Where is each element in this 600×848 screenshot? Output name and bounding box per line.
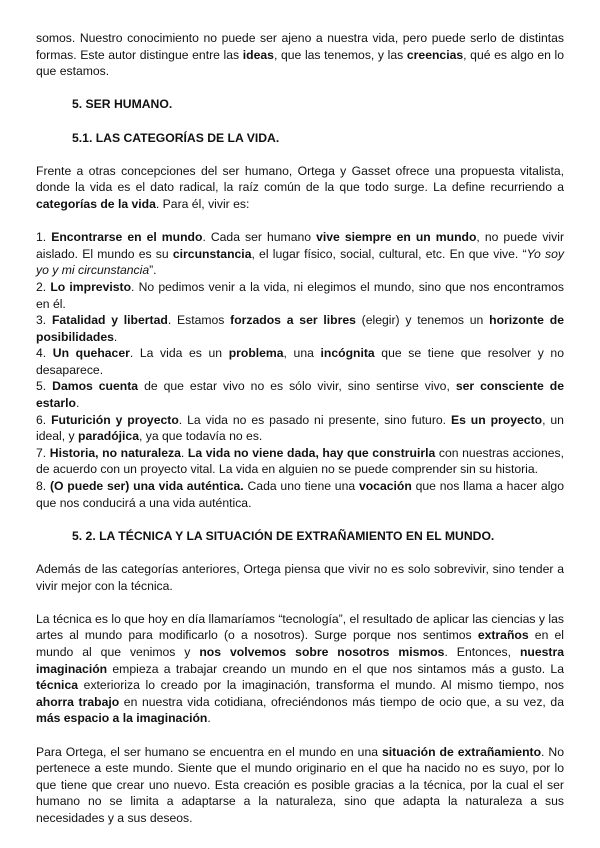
text: con nuestras acciones, de acuerdo con un proyecto vital. La vida en alguien no se puede comprender sin su historia. <box>36 445 564 477</box>
heading-5-2: 5. 2. LA TÉCNICA Y LA SITUACIÓN DE EXTRAÑAMIENTO EN EL MUNDO. <box>72 528 495 543</box>
bold: (O puede ser) una vida auténtica. <box>49 479 244 494</box>
bold: incógnita <box>320 346 375 361</box>
text: , ya que todavía no es. <box>138 429 263 444</box>
item-number: 5. <box>36 379 53 394</box>
bold-creencias: creencias <box>406 47 464 62</box>
bold: Futurición y proyecto <box>51 412 179 427</box>
italic-quote: Yo soy yo y mi circunstancia <box>36 246 564 278</box>
categories-list <box>36 229 564 511</box>
list-item <box>36 378 564 411</box>
text: (elegir) y tenemos un <box>355 313 490 328</box>
text: Frente a otras concepciones del ser humano, Ortega y Gasset ofrece una propuesta vitalista, donde la vida es el dato radical, la raíz común de la que todo surge. La define recurriendo a <box>36 163 564 195</box>
text: . Para él, vivir es: <box>155 196 250 211</box>
text: somos. Nuestro conocimiento no puede ser ajeno a nuestra vida, pero puede serlo de distintas formas. Este autor distingue entre las <box>36 31 564 62</box>
text: . <box>207 711 211 726</box>
item-number: 1. <box>36 230 52 245</box>
list-item <box>36 478 564 511</box>
bold: Encontrarse en el mundo <box>51 230 203 245</box>
text: . Entonces, <box>444 644 520 659</box>
text: , que las tenemos, y las <box>273 47 407 62</box>
text: , un ideal, y <box>36 412 564 444</box>
text: en nuestra vida cotidiana, ofreciéndonos más tiempo de ocio que, a su vez, da <box>119 694 564 709</box>
paragraph-vitalismo <box>36 163 564 213</box>
bold: ahorra trabajo <box>36 694 120 709</box>
text: , una <box>283 346 321 361</box>
bold: Fatalidad y libertad <box>51 313 168 328</box>
text: Para Ortega, el ser humano se encuentra en el mundo en una <box>36 744 383 759</box>
list-item <box>36 412 564 445</box>
text: Cada uno tiene una <box>243 479 359 494</box>
bold: Historia, no naturaleza <box>49 445 181 460</box>
text: . No pertenece a este mundo. Siente que el mundo originario en el que ha nacido no es suyo, por lo que tiene que crear uno nuevo. Esta creación es posible gracias a la técnica, por la cual el ser humano no se limita a adaptarse a la naturaleza, sino que adapta la naturaleza a sus necesidades y a sus deseos. <box>36 744 564 825</box>
bold: problema <box>228 346 284 361</box>
text: . Cada ser humano <box>202 230 317 245</box>
bold: extraños <box>477 628 529 643</box>
item-number: 2. <box>36 279 51 294</box>
item-number: 6. <box>36 412 52 427</box>
text: La técnica es lo que hoy en día llamaríamos “tecnología”, el resultado de aplicar las ciencias y las artes al mundo para modificarlo (o a nosotros). Surge porque nos sentimos <box>36 611 564 643</box>
text: de que estar vivo no es sólo vivir, sino sentirse vivo, <box>138 379 456 394</box>
item-number: 8. <box>36 479 50 494</box>
list-item <box>36 345 564 378</box>
item-number: 7. <box>36 445 50 460</box>
bold: categorías de la vida <box>36 196 156 211</box>
bold: Lo imprevisto <box>50 279 132 294</box>
bold: circunstancia <box>172 246 252 261</box>
text: . Estamos <box>167 313 231 328</box>
text: empieza a trabajar creando un mundo en el que nos sintamos más a gusto. La <box>107 661 564 676</box>
text: . <box>113 329 118 344</box>
heading-5: 5. SER HUMANO. <box>72 97 173 112</box>
bold: paradójica <box>78 429 139 444</box>
paragraph-extranamiento <box>36 744 564 827</box>
bold-ideas: ideas <box>242 47 274 62</box>
bold: La vida no viene dada, hay que construirla <box>187 445 436 460</box>
text: . <box>75 396 80 411</box>
text: . La vida no es pasado ni presente, sino futuro. <box>178 412 451 427</box>
bold: técnica <box>36 678 79 693</box>
bold: Es un proyecto <box>450 412 543 427</box>
bold: horizonte de posibilidades <box>36 313 564 344</box>
text: . La vida es un <box>129 346 229 361</box>
paragraph-tecnica <box>36 611 564 727</box>
bold: Un quehacer <box>52 346 130 361</box>
bold: nuestra imaginación <box>36 644 565 676</box>
intro-paragraph <box>36 30 564 80</box>
text: que nos llama a hacer algo que nos conducirá a una vida auténtica. <box>36 479 564 510</box>
text: en el mundo al que venimos y <box>36 628 564 659</box>
paragraph-tecnica-intro: Además de las categorías anteriores, Ortega piensa que vivir no es solo sobrevivir, sino tender a vivir mejor con la técnica. <box>36 562 564 593</box>
document-page <box>36 30 564 827</box>
text: exterioriza lo creado por la imaginación, transforma el mundo. Al mismo tiempo, nos <box>78 678 564 693</box>
text: , no puede vivir aislado. El mundo es su <box>36 230 564 261</box>
item-number: 4. <box>36 346 53 361</box>
text: . <box>180 445 188 460</box>
bold: nos volvemos sobre nosotros mismos <box>199 644 445 659</box>
text: , el lugar físico, social, cultural, etc. En que vive. “ <box>251 246 527 261</box>
list-item <box>36 445 564 478</box>
heading-5-1: 5.1. LAS CATEGORÍAS DE LA VIDA. <box>72 130 280 145</box>
text: ”. <box>149 263 157 278</box>
list-item <box>36 279 564 312</box>
bold: forzados a ser libres <box>230 313 356 328</box>
bold: vive siempre en un mundo <box>316 230 477 245</box>
item-number: 3. <box>36 313 52 328</box>
list-item <box>36 229 564 279</box>
bold: situación de extrañamiento <box>382 744 542 759</box>
bold: vocación <box>358 479 412 494</box>
text: , qué es algo en lo que estamos. <box>36 47 565 79</box>
bold: más espacio a la imaginación <box>36 711 208 726</box>
list-item <box>36 312 564 345</box>
bold: Damos cuenta <box>52 379 139 394</box>
text: . No pedimos venir a la vida, ni elegimos el mundo, sino que nos encontramos en él. <box>36 279 564 311</box>
bold: ser consciente de estarlo <box>36 379 564 411</box>
text: que se tiene que resolver y no desaparece. <box>36 346 564 377</box>
